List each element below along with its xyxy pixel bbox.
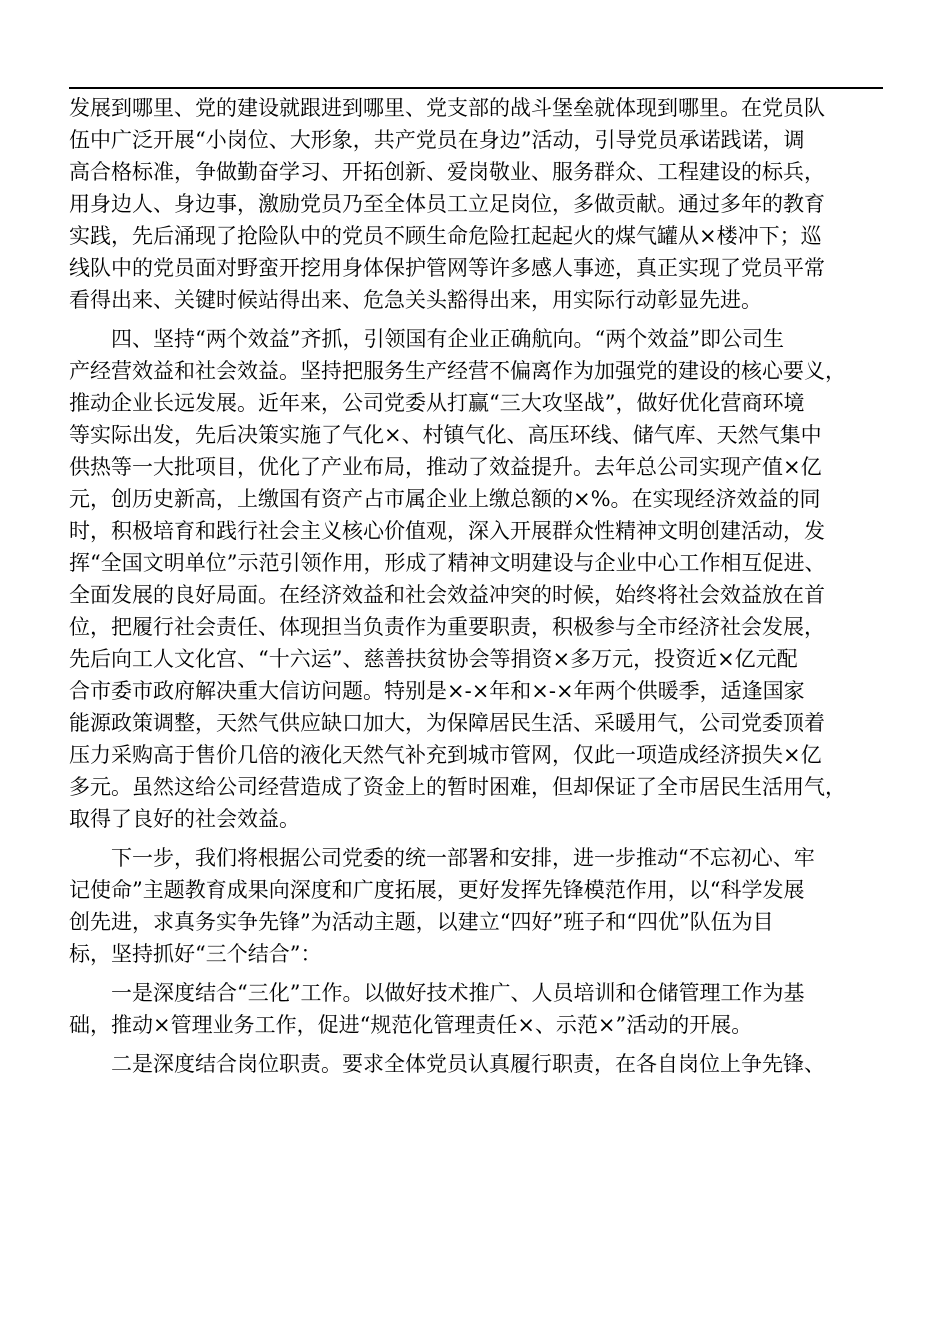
text-line: 创先进，求真务实争先锋”为活动主题，以建立“四好”班子和“四优”队伍为目 <box>69 910 774 934</box>
paragraph-next-steps <box>69 842 883 970</box>
text-line: 等实际出发，先后决策实施了气化×、村镇气化、高压环线、储气库、天然气集中 <box>69 423 822 447</box>
text-line: 线队中的党员面对野蛮开挖用身体保护管网等许多感人事迹，真正实现了党员平常 <box>69 256 825 280</box>
text-line: 产经营效益和社会效益。坚持把服务生产经营不偏离作为加强党的建设的核心要义， <box>69 359 846 383</box>
text-line: 多元。虽然这给公司经营造成了资金上的暂时困难，但却保证了全市居民生活用气， <box>69 775 846 799</box>
text-line: 用身边人、身边事，激励党员乃至全体员工立足岗位，多做贡献。通过多年的教育 <box>69 192 825 216</box>
text-line: 元，创历史新高，上缴国有资产占市属企业上缴总额的×%。在实现经济效益的同 <box>69 487 821 511</box>
paragraph-point-one <box>69 977 883 1041</box>
header-rule <box>69 87 883 89</box>
text-line: 发展到哪里、党的建设就跟进到哪里、党支部的战斗堡垒就体现到哪里。在党员队 <box>69 96 825 120</box>
text-line: 下一步，我们将根据公司党委的统一部署和安排，进一步推动“不忘初心、牢 <box>111 846 815 870</box>
paragraph-point-two <box>69 1048 883 1080</box>
text-line: 伍中广泛开展“小岗位、大形象，共产党员在身边”活动，引导党员承诺践诺，调 <box>69 128 805 152</box>
text-line: 四、坚持“两个效益”齐抓，引领国有企业正确航向。“两个效益”即公司生 <box>111 327 784 351</box>
text-line: 推动企业长远发展。近年来，公司党委从打赢“三大攻坚战”，做好优化营商环境 <box>69 391 805 415</box>
text-line: 合市委市政府解决重大信访问题。特别是×-×年和×-×年两个供暖季，适逢国家 <box>69 679 805 703</box>
text-line: 记使命”主题教育成果向深度和广度拓展，更好发挥先锋模范作用，以“科学发展 <box>69 878 805 902</box>
text-line: 二是深度结合岗位职责。要求全体党员认真履行职责，在各自岗位上争先锋、 <box>111 1052 825 1076</box>
text-line: 标，坚持抓好“三个结合”： <box>69 942 322 966</box>
text-line: 先后向工人文化宫、“十六运”、慈善扶贫协会等捐资×多万元，投资近×亿元配 <box>69 647 798 671</box>
text-line: 础，推动×管理业务工作，促进“规范化管理责任×、示范×”活动的开展。 <box>69 1013 753 1037</box>
text-line: 能源政策调整，天然气供应缺口加大，为保障居民生活、采暖用气，公司党委顶着 <box>69 711 825 735</box>
text-line: 压力采购高于售价几倍的液化天然气补充到城市管网，仅此一项造成经济损失×亿 <box>69 743 822 767</box>
text-line: 供热等一大批项目，优化了产业布局，推动了效益提升。去年总公司实现产值×亿 <box>69 455 822 479</box>
text-line: 一是深度结合“三化”工作。以做好技术推广、人员培训和仓储管理工作为基 <box>111 981 805 1005</box>
text-line: 高合格标准，争做勤奋学习、开拓创新、爱岗敬业、服务群众、工程建设的标兵， <box>69 160 825 184</box>
text-line: 时，积极培育和践行社会主义核心价值观，深入开展群众性精神文明创建活动，发 <box>69 519 825 543</box>
document-body <box>69 92 883 1080</box>
text-line: 位，把履行社会责任、体现担当负责作为重要职责，积极参与全市经济社会发展， <box>69 615 825 639</box>
text-line: 取得了良好的社会效益。 <box>69 807 300 831</box>
paragraph-party-building-continued <box>69 92 883 316</box>
paragraph-two-benefits <box>69 323 883 835</box>
text-line: 挥“全国文明单位”示范引领作用，形成了精神文明建设与企业中心工作相互促进、 <box>69 551 826 575</box>
text-line: 看得出来、关键时候站得出来、危急关头豁得出来，用实际行动彰显先进。 <box>69 288 762 312</box>
text-line: 全面发展的良好局面。在经济效益和社会效益冲突的时候，始终将社会效益放在首 <box>69 583 825 607</box>
text-line: 实践，先后涌现了抢险队中的党员不顾生命危险扛起起火的煤气罐从×楼冲下；巡 <box>69 224 822 248</box>
